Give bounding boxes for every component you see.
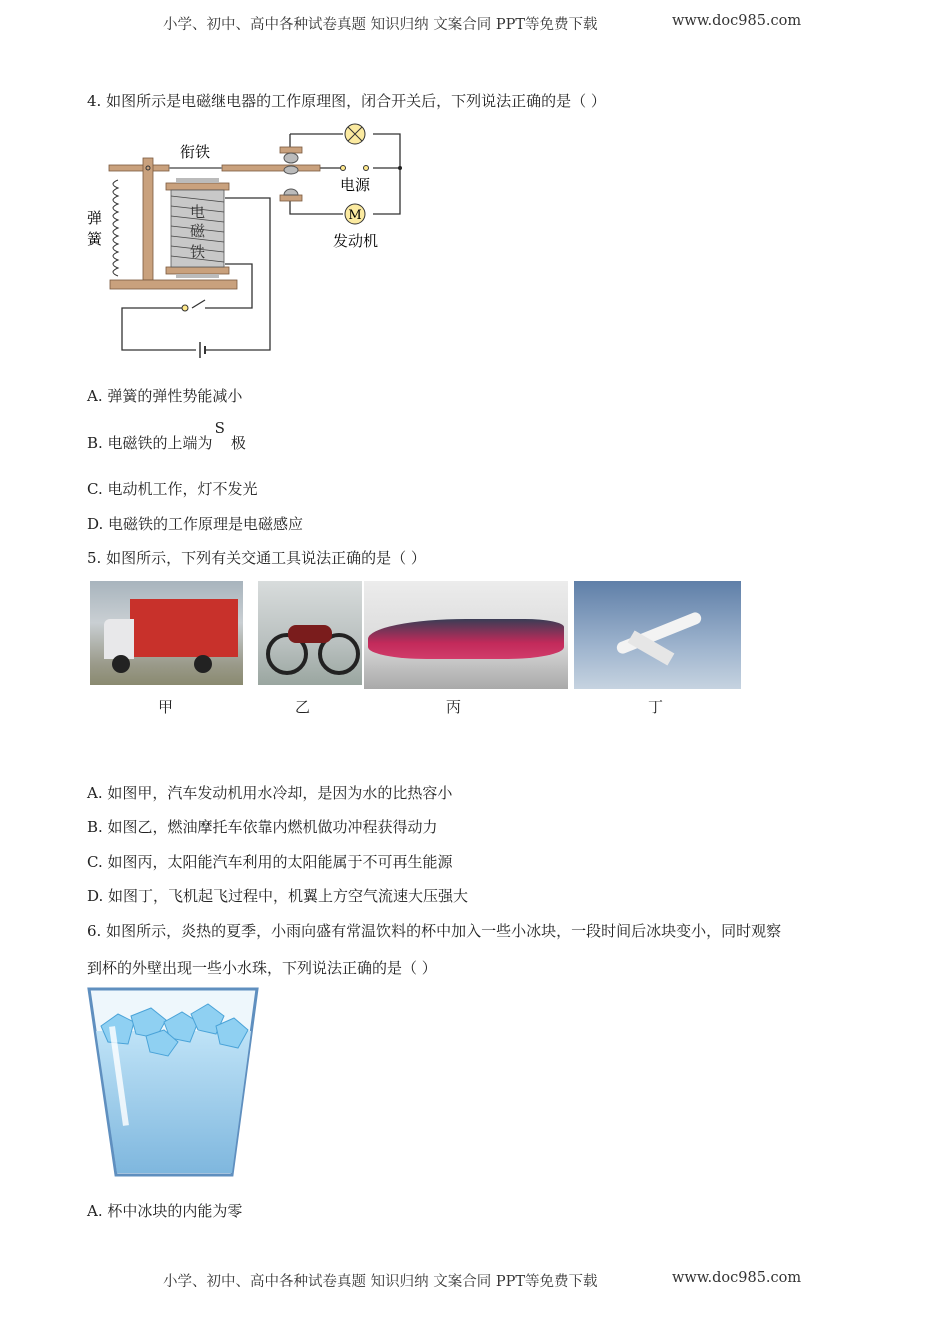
- q5-option-a: A. 如图甲，汽车发动机用水冷却，是因为水的比热容小: [87, 784, 453, 802]
- header-text: 小学、初中、高中各种试卷真题 知识归纳 文案合同 PPT等免费下载: [163, 17, 598, 33]
- question-6-stem-line1: 6. 如图所示，炎热的夏季，小雨向盛有常温饮料的杯中加入一些小冰块，一段时间后冰块变小，同时观察: [87, 922, 782, 940]
- q5-option-c: C. 如图丙，太阳能汽车利用的太阳能属于不可再生能源: [87, 853, 453, 871]
- question-5-stem: 5. 如图所示，下列有关交通工具说法正确的是（ ）: [87, 549, 426, 567]
- airplane-image: [574, 581, 741, 689]
- pole-s: S: [214, 419, 225, 437]
- header-link[interactable]: www.doc985.com: [672, 13, 802, 29]
- label-spring-1: 弹: [87, 209, 103, 227]
- q5-option-b: B. 如图乙，燃油摩托车依靠内燃机做功冲程获得动力: [87, 818, 438, 836]
- label-motor: 发动机: [333, 232, 379, 250]
- question-6-stem-line2: 到杯的外壁出现一些小水珠，下列说法正确的是（ ）: [87, 959, 437, 977]
- footer-link[interactable]: www.doc985.com: [672, 1270, 802, 1286]
- question-4-stem: 4. 如图所示是电磁继电器的工作原理图，闭合开关后，下列说法正确的是（ ）: [87, 92, 606, 110]
- motor-symbol: M: [348, 208, 362, 223]
- label-spring-2: 簧: [87, 230, 103, 248]
- label-armature: 衔铁: [180, 143, 211, 161]
- label-power: 电源: [340, 176, 371, 194]
- q4-option-d: D. 电磁铁的工作原理是电磁感应: [87, 515, 304, 533]
- q4-option-c: C. 电动机工作，灯不发光: [87, 480, 258, 498]
- solar-car-image: [364, 581, 568, 689]
- label-magnet-2: 磁: [190, 222, 206, 240]
- caption-ding: 丁: [648, 698, 664, 716]
- relay-diagram: [80, 120, 420, 360]
- footer-text: 小学、初中、高中各种试卷真题 知识归纳 文案合同 PPT等免费下载: [163, 1274, 598, 1290]
- q6-option-a: A. 杯中冰块的内能为零: [87, 1202, 243, 1220]
- q4-option-a: A. 弹簧的弹性势能减小: [87, 387, 243, 405]
- q5-option-d: D. 如图丁，飞机起飞过程中，机翼上方空气流速大压强大: [87, 887, 469, 905]
- option-b-suffix: 极: [230, 434, 246, 452]
- q4-option-b: [87, 419, 246, 453]
- motorcycle-image: [258, 581, 362, 685]
- truck-image: [90, 581, 243, 685]
- ice-cup-diagram: [86, 986, 262, 1178]
- label-magnet-1: 电: [190, 203, 206, 221]
- caption-jia: 甲: [158, 698, 174, 716]
- label-magnet-3: 铁: [190, 243, 206, 261]
- caption-bing: 丙: [446, 698, 462, 716]
- caption-yi: 乙: [295, 698, 311, 716]
- option-b-text: B. 电磁铁的上端为: [87, 434, 213, 452]
